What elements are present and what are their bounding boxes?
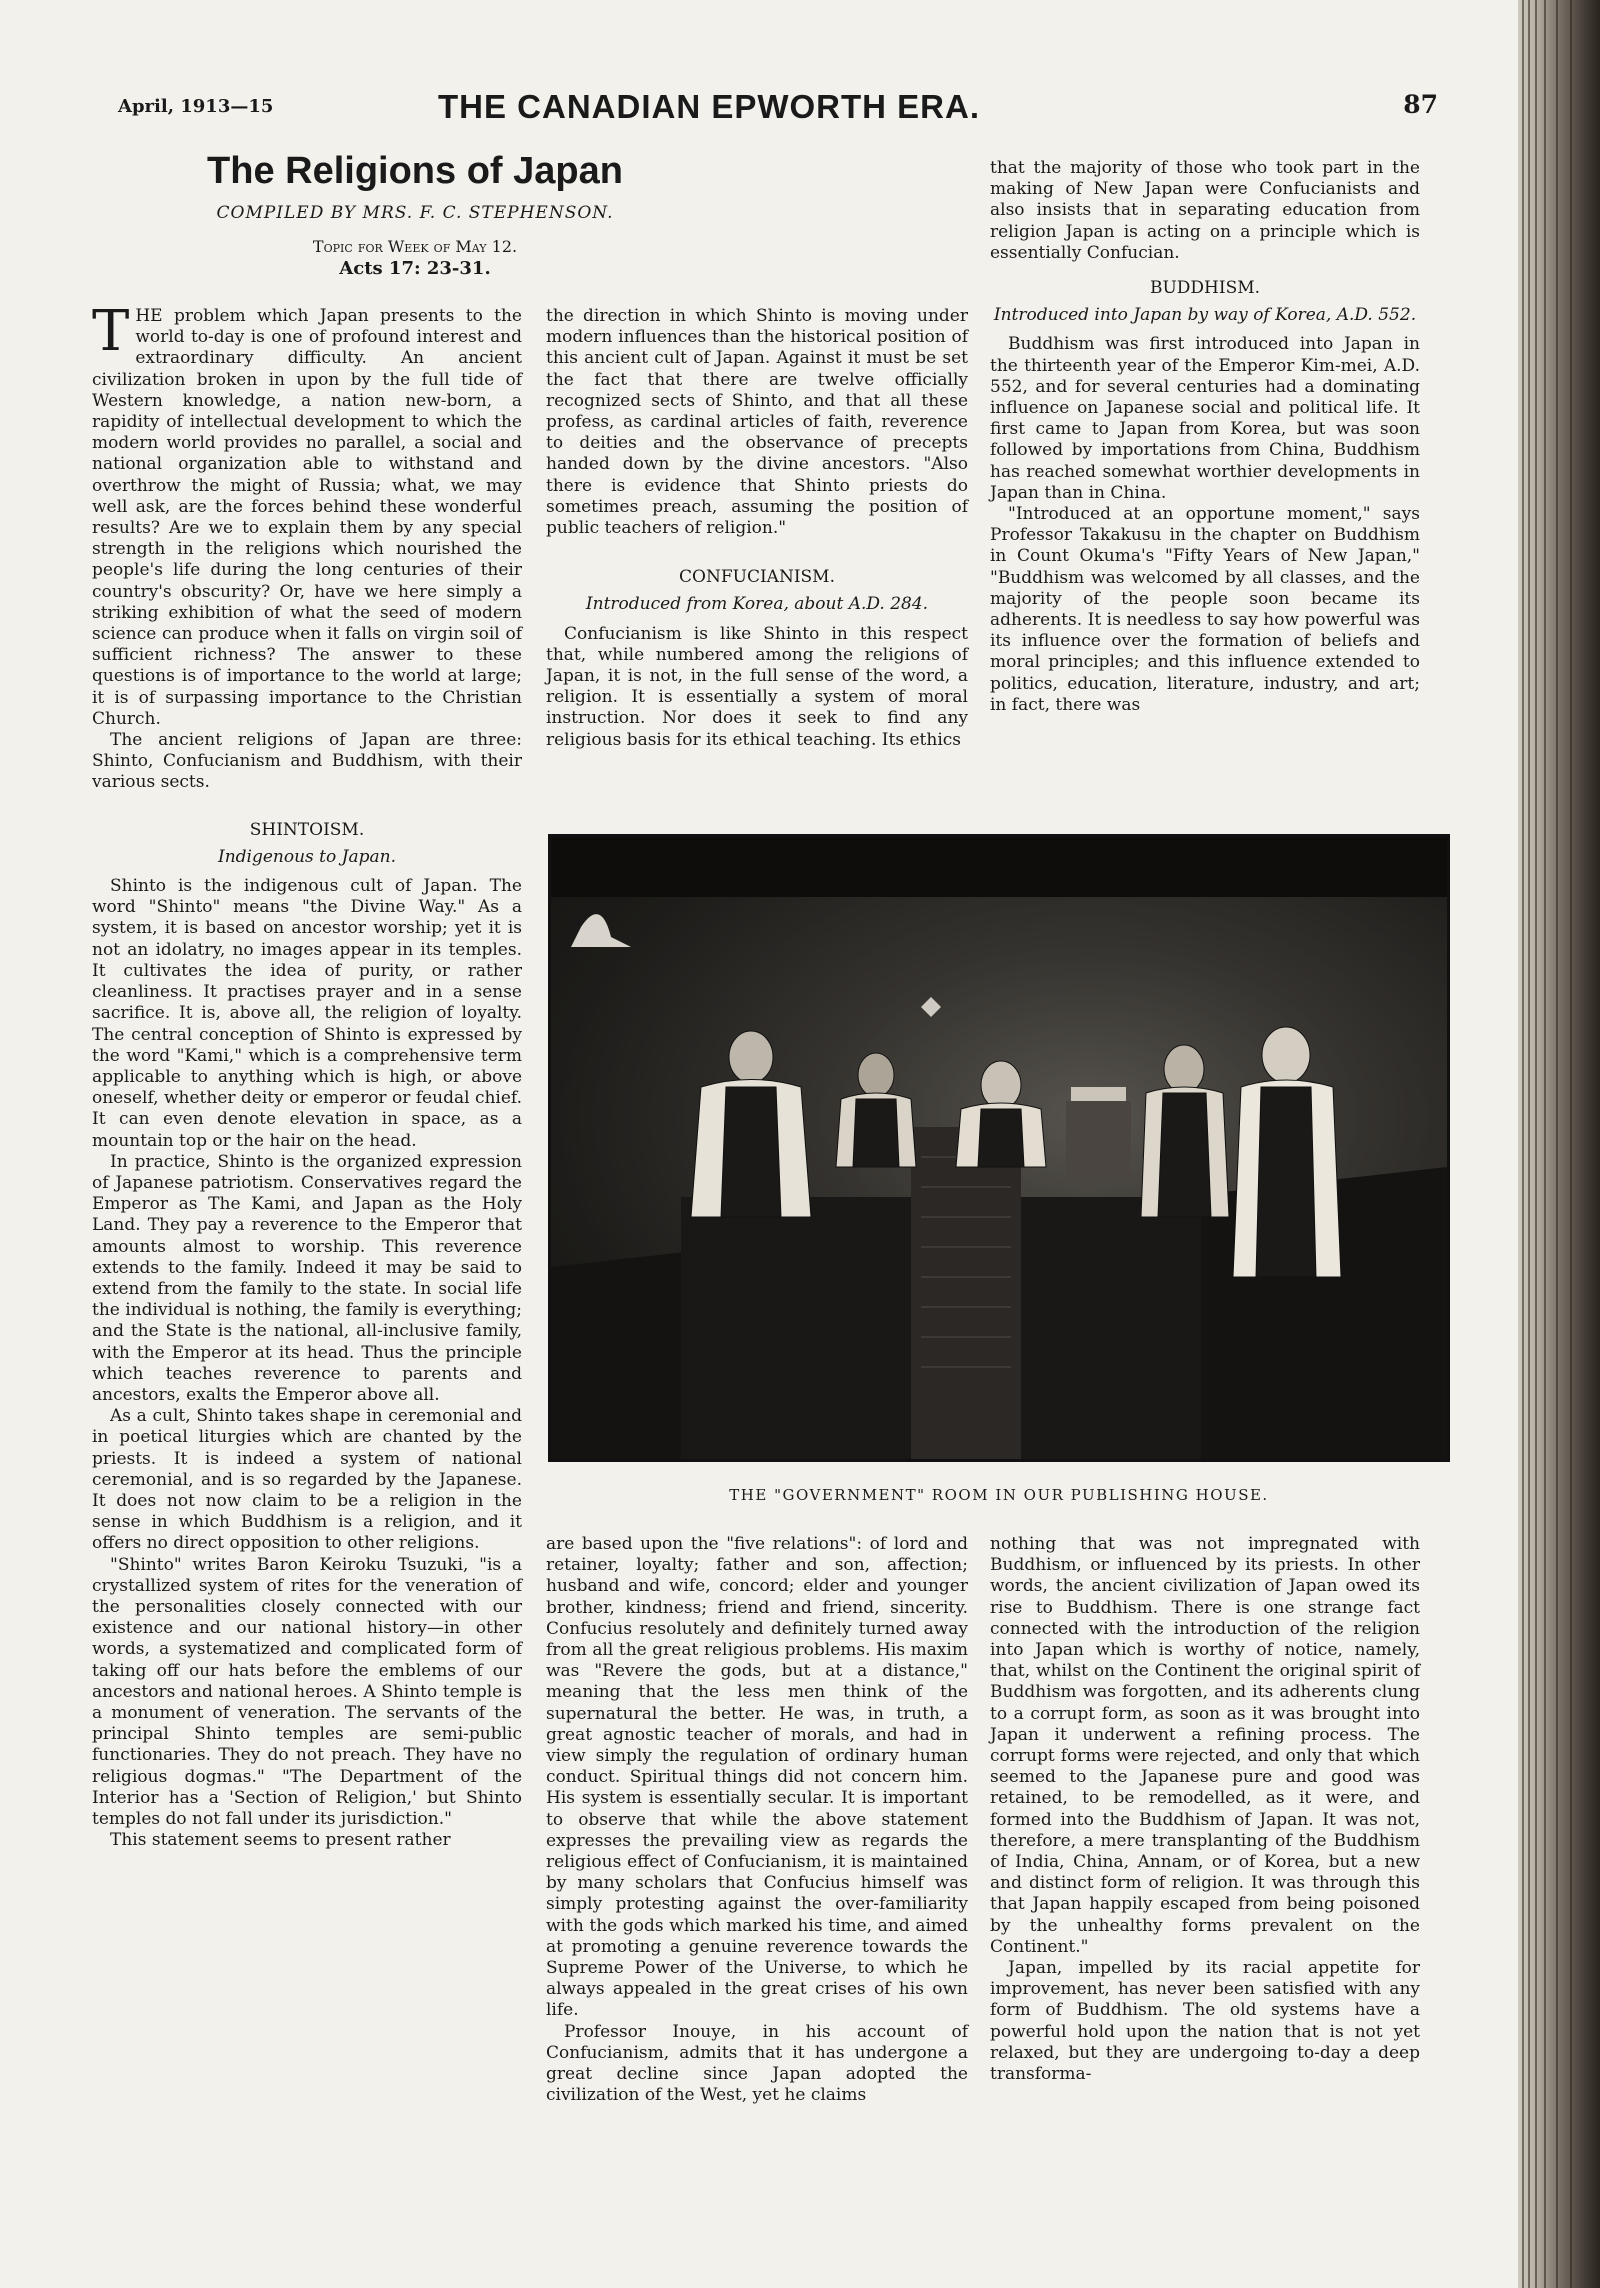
paragraph: Confucianism is like Shinto in this respect that, while numbered among the religions of Japan, it is not, in the full sense of the word, a religion. It is essentially a system of moral instruction. Nor does it seek to find any religious basis for its ethical teaching. Its ethics: [546, 623, 968, 750]
paragraph: Buddhism was first introduced into Japan in the thirteenth year of the Emperor Kim-mei, A.D. 552, and for several centuries had a dominating influence on Japanese social and political life. It first came to Japan from Korea, but was soon followed by importations from China, Buddhism has reached somewhat worthier developments in Japan than in China.: [990, 334, 1420, 503]
paragraph: Shinto is the indigenous cult of Japan. The word "Shinto" means "the Divine Way." As a system, it is based on ancestor worship; yet it is not an idolatry, no images appear in its temples. It cultivates the idea of purity, or rather cleanliness. It practises prayer and in a sense sacrifice. It is, above all, the religion of loyalty. The central conception of Shinto is expressed by the word "Kami," which is a comprehensive term applicable to anything which is high, or above oneself, whether deity or emperor or feudal chief. It can even denote elevation in space, as a mountain top or the hair on the head.: [92, 876, 522, 1151]
paragraph: The ancient religions of Japan are three: Shinto, Confucianism and Buddhism, with their various sects.: [92, 730, 522, 793]
paragraph: This statement seems to present rather: [110, 1830, 451, 1851]
book-binding-edge: [1518, 0, 1600, 2288]
article-title-block: [205, 150, 625, 279]
paragraph: that the majority of those who took part in the making of New Japan were Confucianists and also insists that in separating education from religion Japan is acting on a principle which is essentially Confucian.: [990, 158, 1420, 263]
section-heading-confucianism: CONFUCIANISM.: [679, 567, 835, 588]
paragraph: nothing that was not impregnated with Buddhism, or influenced by its priests. In other words, the ancient civilization of Japan owed its rise to Buddhism. There is one strange fact connected with the introduction of the religion into Japan which is worthy of notice, namely, that, whilst on the Continent the original spirit of Buddhism was forgotten, and its adherents clung to a corrupt form, as soon as it was brought into Japan it underwent a refining process. The corrupt forms were rejected, and only that which seemed to the Japanese pure and good was retained, to be remodelled, as it were, and formed into the Buddhism of Japan. It was not, therefore, a mere transplanting of the Buddhism of India, China, Annam, or of Korea, but a new and distinct form of religion. It was through this that Japan happily escaped from being poisoned by the unhealthy forms prevalent on the Continent.": [990, 1534, 1420, 1957]
column-3-top: [990, 158, 1420, 716]
paragraph: the direction in which Shinto is moving under modern influences than the historical position of this ancient cult of Japan. Against it must be set the fact that there are twelve officially recognized sects of Shinto, and that all these profess, as cardinal articles of faith, reverence to deities and the observance of precepts handed down by the divine ancestors. "Also there is evidence that Shinto priests do sometimes preach, assuming the position of public teachers of religion.": [546, 306, 968, 539]
section-subheading: Indigenous to Japan.: [218, 846, 396, 867]
paragraph: Japan, impelled by its racial appetite for improvement, has never been satisfied with any form of Buddhism. The old systems have a powerful hold upon the nation that is not yet relaxed, but they are undergoing to-day a deep transforma-: [990, 1958, 1420, 2085]
photograph-government-room: [548, 834, 1450, 1462]
column-3-bottom: [990, 1534, 1420, 2085]
column-1: [92, 299, 522, 1851]
paragraph: As a cult, Shinto takes shape in ceremonial and in poetical liturgies which are chanted by the priests. It is indeed a system of national ceremonial, and is so regarded by the Japanese. It does not now claim to be a religion in the sense in which Buddhism is a religion, and it offers no direct opposition to other religions.: [92, 1406, 522, 1554]
article-title: The Religions of Japan: [207, 150, 623, 192]
drop-cap: T: [92, 299, 130, 364]
page-number: 87: [1403, 90, 1438, 119]
column-2-bottom: [546, 1534, 968, 2106]
section-subheading: Introduced from Korea, about A.D. 284.: [585, 594, 929, 615]
topic-line: Topic for Week of May 12.: [312, 237, 518, 256]
issue-date: April, 1913—15: [118, 96, 274, 117]
publication-title: THE CANADIAN EPWORTH ERA.: [438, 88, 980, 125]
section-heading-buddhism: BUDDHISM.: [1149, 278, 1261, 299]
photo-caption: THE "GOVERNMENT" ROOM IN OUR PUBLISHING HOUSE.: [729, 1486, 1269, 1504]
compiled-by: COMPILED BY MRS. F. C. STEPHENSON.: [216, 203, 614, 223]
paragraph: "Shinto" writes Baron Keiroku Tsuzuki, "is a crystallized system of rites for the veneration of the personalities closely connected with our existence and our national history—in other words, a systematized and complicated form of taking off our hats before the emblems of our ancestors and national heroes. A Shinto temple is a monument of veneration. The servants of the principal Shinto temples are semi-public functionaries. They do not preach. They have no religious dogmas." "The Department of the Interior has a 'Section of Religion,' but Shinto temples do not fall under its jurisdiction.": [92, 1554, 522, 1830]
paragraph: "Introduced at an opportune moment," says Professor Takakusu in the chapter on Buddhism in Count Okuma's "Fifty Years of New Japan," "Buddhism was welcomed by all classes, and the majority of the people soon became its adherents. It is needless to say how powerful was its influence over the formation of beliefs and moral principles; and this influence extended to politics, education, literature, industry, and art; in fact, there was: [990, 504, 1420, 715]
intro-paragraph: THE problem which Japan presents to the world to-day is one of profound interest and extraordinary difficulty. An ancient civilization broken in upon by the full tide of Western knowledge, a nation new-born, a rapidity of intellectual development to which the modern world provides no parallel, a social and national organization able to withstand and overthrow the might of Russia; what, we may well ask, are the forces behind these wonderful results? Are we to explain them by any special strength in the religions which nourished the people's life during the long centuries of their country's obscurity? Or, have we here simply a striking exhibition of what the seed of modern science can produce when it falls on virgin soil of sufficient richness? The answer to these questions is of importance to the world at large; it is of surpassing importance to the Christian Church.: [92, 299, 522, 729]
photo-illustration: [551, 837, 1447, 1459]
section-heading-shintoism: SHINTOISM.: [249, 819, 365, 840]
column-2-top: [546, 306, 968, 751]
scripture-reference: Acts 17: 23-31.: [339, 258, 491, 279]
paragraph: are based upon the "five relations": of lord and retainer, loyalty; father and son, affection; husband and wife, concord; elder and younger brother, kindness; friend and friend, sincerity. Confucius resolutely and definitely turned away from all the great religious problems. His maxim was "Revere the gods, but at a distance," meaning that the less men think of the supernatural the better. He was, in truth, a great agnostic teacher of morals, and had in view simply the regulation of ordinary human conduct. Spiritual things did not concern him. His system is essentially secular. It is important to observe that while the above statement expresses the prevailing view as regards the religious effect of Confucianism, it is maintained by many scholars that Confucius himself was simply protesting against the over-familiarity with the gods which marked his time, and aimed at promoting a genuine reverence towards the Supreme Power of the Universe, to which he always appealed in the great crises of his own life.: [546, 1534, 968, 2021]
section-subheading: Introduced into Japan by way of Korea, A.D. 552.: [993, 305, 1417, 326]
running-header: [118, 88, 1438, 128]
paragraph: Professor Inouye, in his account of Confucianism, admits that it has undergone a great decline since Japan adopted the civilization of the West, yet he claims: [546, 2021, 968, 2106]
paragraph: In practice, Shinto is the organized expression of Japanese patriotism. Conservatives regard the Emperor as The Kami, and Japan as the Holy Land. They pay a reverence to the Emperor that amounts almost to worship. This reverence extends to the family. Indeed it may be said to extend from the family to the state. In social life the individual is nothing, the family is everything; and the State is the national, all-inclusive family, with the Emperor at its head. Thus the principle which teaches reverence to parents and ancestors, exalts the Emperor above all.: [92, 1151, 522, 1405]
